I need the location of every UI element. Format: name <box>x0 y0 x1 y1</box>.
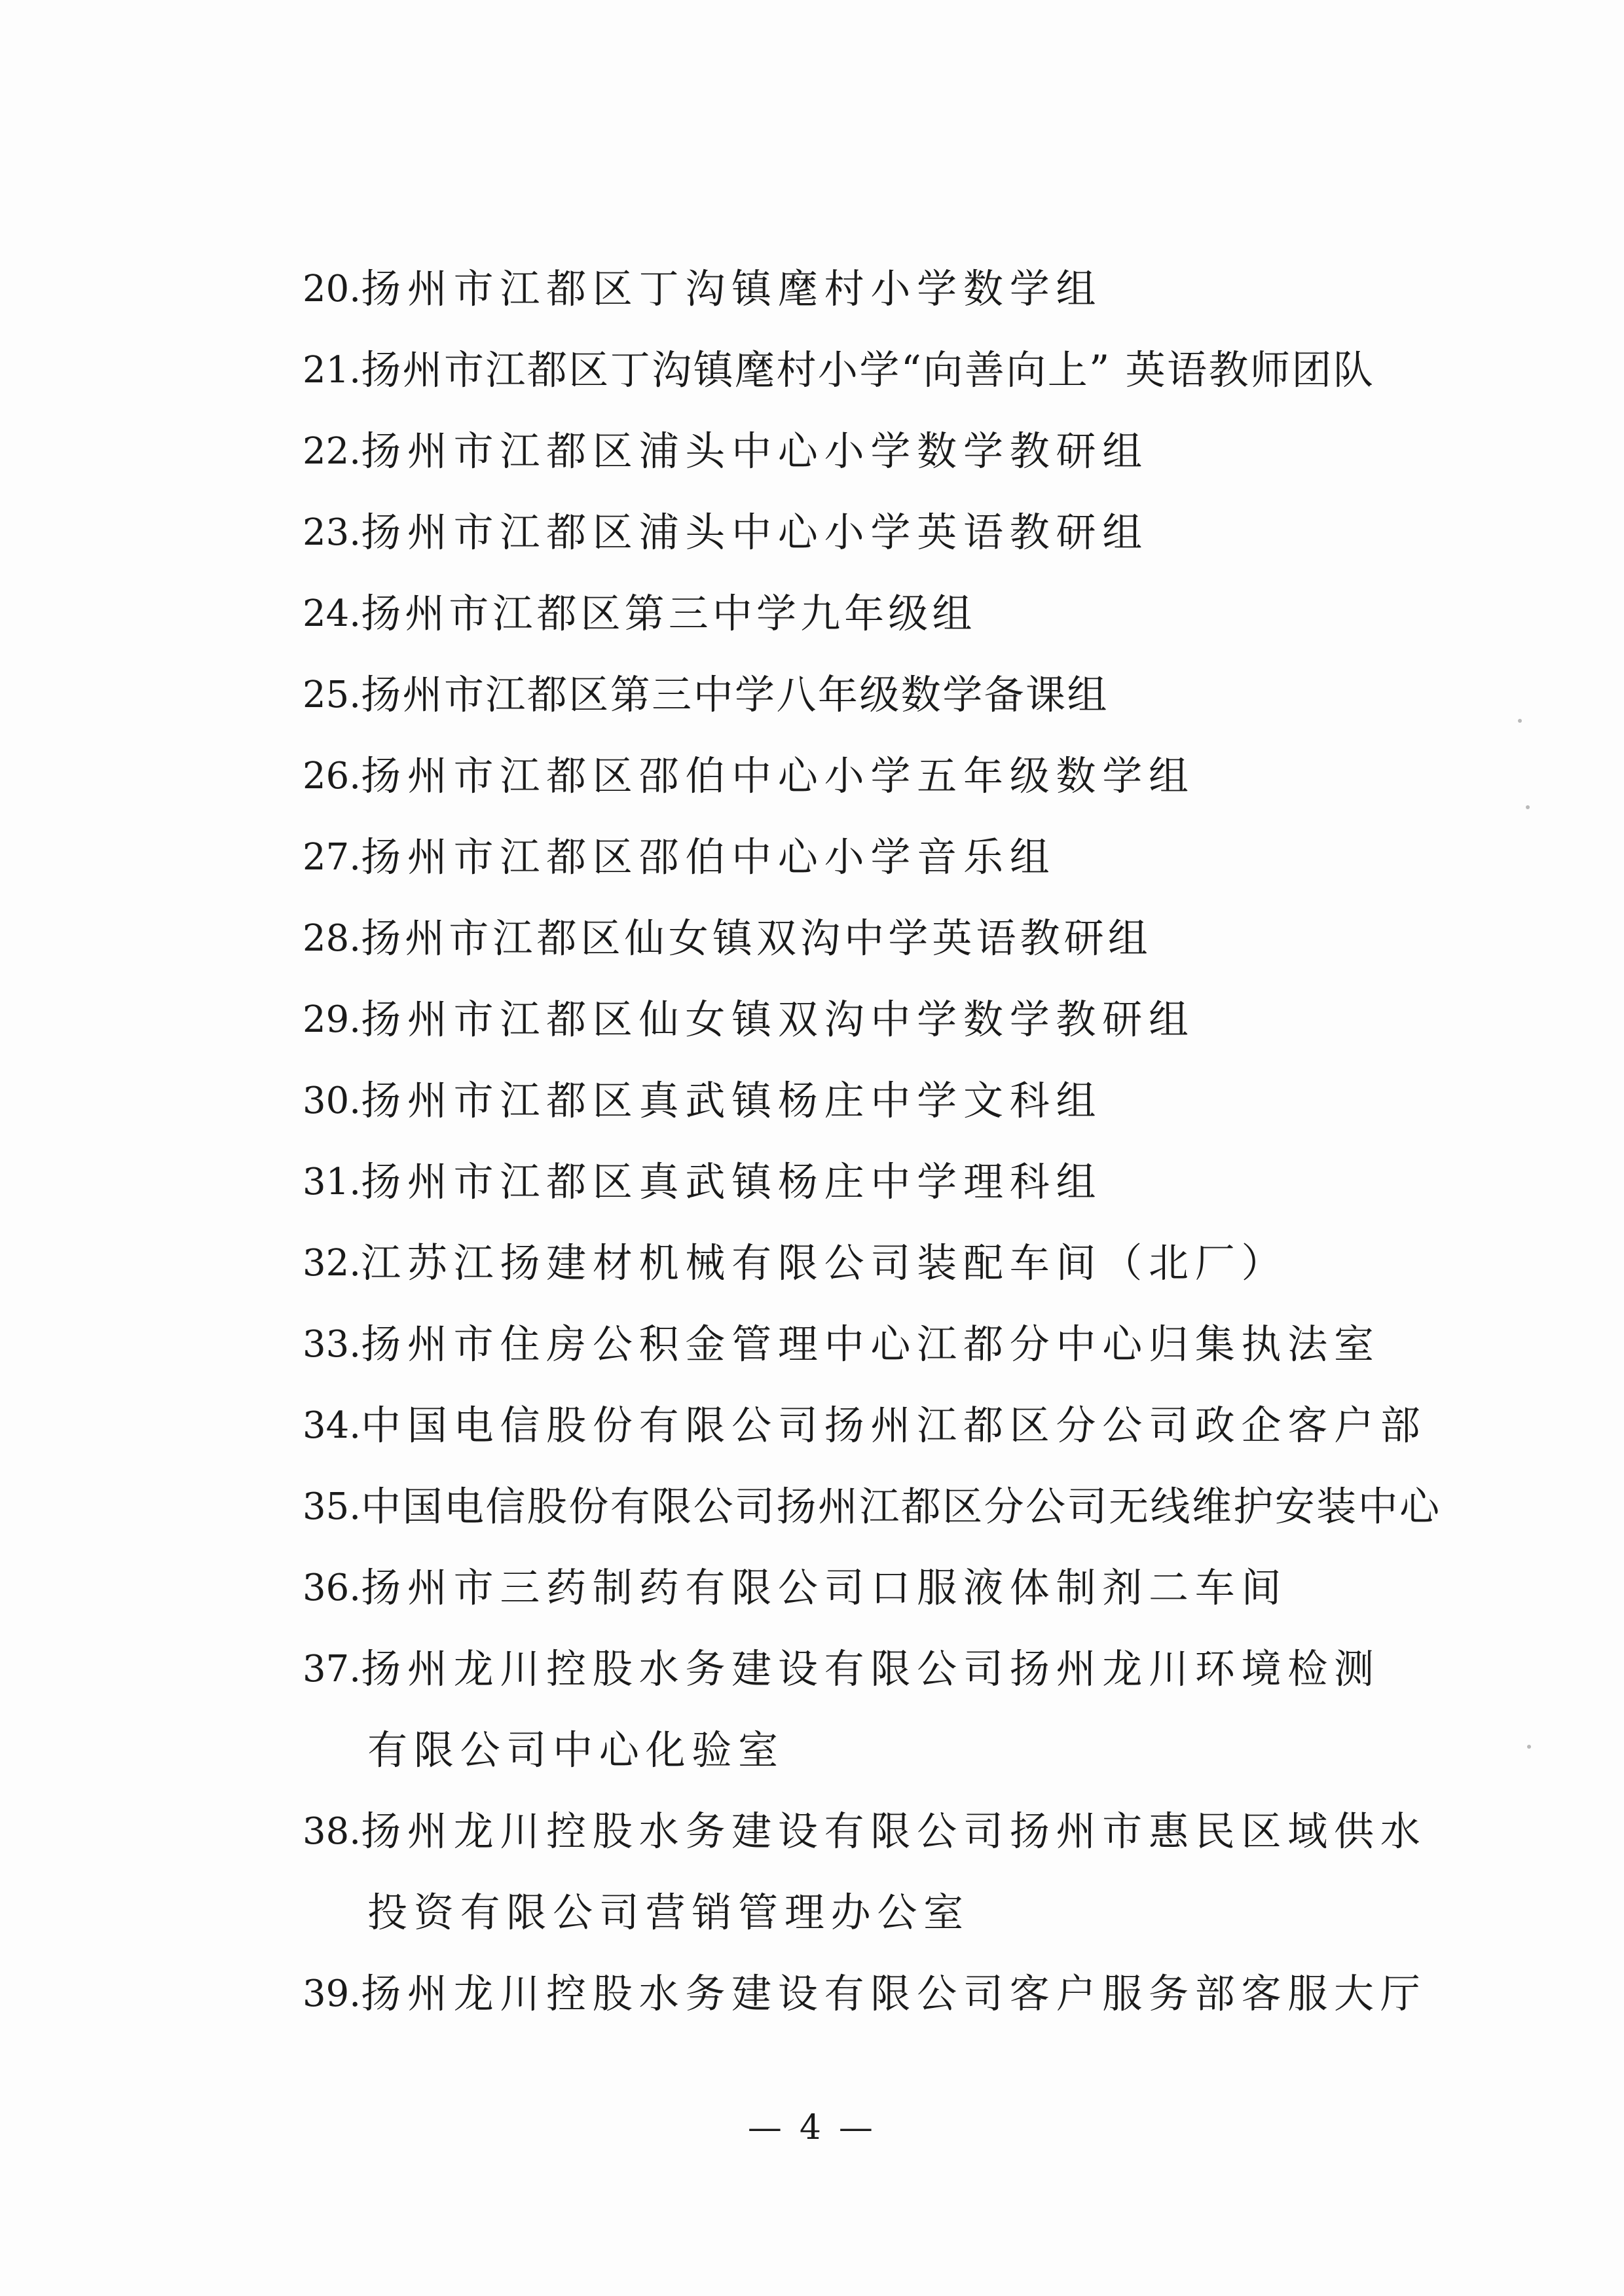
entry-number: 37. <box>303 1648 361 1690</box>
entry-text: 扬州龙川控股水务建设有限公司扬州龙川环境检测 <box>361 1646 1380 1692</box>
list-item <box>303 1061 1390 1142</box>
entry-text: 扬州龙川控股水务建设有限公司客户服务部客服大厅 <box>361 1971 1427 2017</box>
list-item <box>303 492 1390 574</box>
entry-text: 扬州市江都区第三中学八年级数学备课组 <box>361 672 1109 718</box>
scan-speck <box>1526 805 1530 809</box>
list-item <box>303 1304 1390 1385</box>
entry-number: 39. <box>303 1973 361 2015</box>
entry-text: 扬州市江都区第三中学九年级组 <box>361 591 976 637</box>
entry-text: 扬州市江都区仙女镇双沟中学数学教研组 <box>361 996 1195 1043</box>
entry-number: 34. <box>303 1404 361 1447</box>
scan-speck <box>1527 1745 1531 1749</box>
entry-number: 29. <box>303 998 361 1041</box>
entry-number: 31. <box>303 1161 361 1203</box>
list-item <box>303 574 1390 655</box>
entry-text: 扬州市江都区真武镇杨庄中学文科组 <box>361 1078 1103 1124</box>
list-item <box>303 979 1390 1061</box>
entry-text: 扬州市三药制药有限公司口服液体制剂二车间 <box>361 1565 1288 1611</box>
entry-number: 25. <box>303 674 361 716</box>
entry-number: 30. <box>303 1080 361 1122</box>
entry-number: 20. <box>303 268 361 310</box>
entry-number: 33. <box>303 1323 361 1366</box>
entry-text: 扬州市江都区邵伯中心小学音乐组 <box>361 834 1056 881</box>
entry-number: 23. <box>303 511 361 554</box>
entry-number: 28. <box>303 917 361 960</box>
entry-text: 扬州市江都区浦头中心小学数学教研组 <box>361 428 1149 475</box>
list-item <box>303 1142 1390 1223</box>
entry-text: 扬州市江都区真武镇杨庄中学理科组 <box>361 1159 1103 1205</box>
entry-text-continued: 投资有限公司营销管理办公室 <box>367 1889 970 1936</box>
list-item <box>303 655 1390 736</box>
entry-text-continued: 有限公司中心化验室 <box>367 1727 784 1774</box>
entry-number: 35. <box>303 1485 361 1528</box>
entry-number: 36. <box>303 1567 361 1609</box>
list-item <box>303 898 1390 979</box>
entry-text: 扬州市江都区浦头中心小学英语教研组 <box>361 509 1149 556</box>
list-item <box>303 1223 1390 1304</box>
list-item <box>303 817 1390 898</box>
entry-number: 38. <box>303 1810 361 1853</box>
entry-text: 扬州市江都区邵伯中心小学五年级数学组 <box>361 753 1195 799</box>
list-item <box>303 1791 1427 1954</box>
entry-text: 扬州市江都区丁沟镇麾村小学数学组 <box>361 266 1103 312</box>
list-item <box>303 330 1390 411</box>
entry-list <box>303 249 1441 2035</box>
page-number: — 4 — <box>747 2108 877 2147</box>
list-item <box>303 249 1390 330</box>
list-item <box>303 1629 1390 1791</box>
entry-text: 扬州龙川控股水务建设有限公司扬州市惠民区域供水 <box>361 1808 1427 1855</box>
entry-text: 扬州市江都区仙女镇双沟中学英语教研组 <box>361 915 1152 962</box>
entry-text: 扬州市住房公积金管理中心江都分中心归集执法室 <box>361 1321 1380 1368</box>
entry-number: 22. <box>303 430 361 473</box>
list-item <box>303 411 1390 492</box>
list-item <box>303 1954 1427 2035</box>
entry-number: 21. <box>303 349 361 392</box>
entry-number: 24. <box>303 592 361 635</box>
entry-text: 中国电信股份有限公司扬州江都区分公司无线维护安装中心 <box>361 1484 1441 1530</box>
list-item <box>303 1467 1441 1548</box>
entry-number: 32. <box>303 1242 361 1285</box>
entry-text: 江苏江扬建材机械有限公司装配车间（北厂） <box>361 1240 1288 1286</box>
list-item <box>303 736 1390 817</box>
list-item <box>303 1385 1427 1467</box>
list-item <box>303 1548 1390 1629</box>
entry-text: 中国电信股份有限公司扬州江都区分公司政企客户部 <box>361 1402 1427 1449</box>
entry-number: 27. <box>303 836 361 879</box>
entry-text: 扬州市江都区丁沟镇麾村小学“向善向上” 英语教师团队 <box>361 347 1375 393</box>
entry-number: 26. <box>303 755 361 797</box>
scan-speck <box>1518 719 1522 723</box>
